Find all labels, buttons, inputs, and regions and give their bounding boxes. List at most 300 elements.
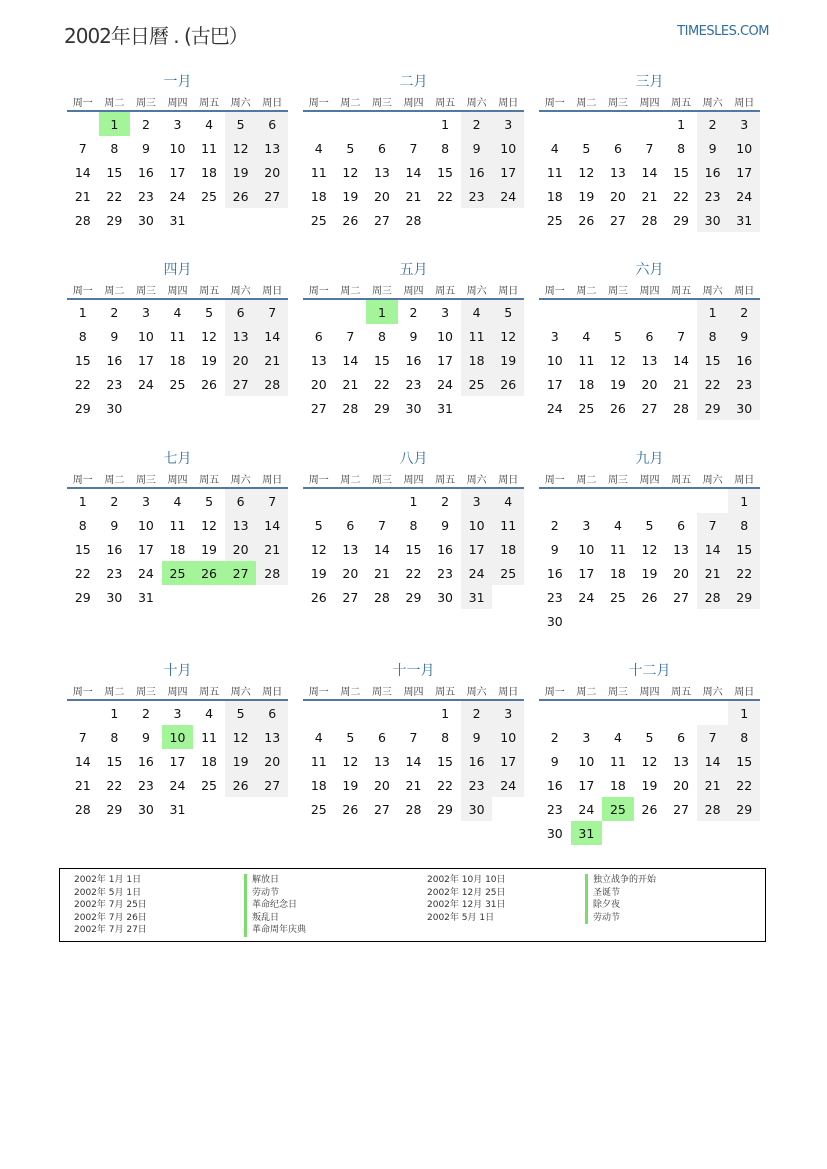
holiday-day-cell[interactable]: 1	[99, 112, 131, 136]
day-cell[interactable]: 17	[461, 537, 493, 561]
day-cell[interactable]: 13	[256, 725, 288, 749]
day-cell[interactable]: 21	[342, 376, 359, 392]
day-cell[interactable]: 25	[461, 372, 493, 396]
day-cell[interactable]: 4	[205, 116, 214, 132]
day-cell[interactable]: 19	[578, 188, 595, 204]
day-cell[interactable]: 28	[74, 212, 91, 228]
day-cell[interactable]: 16	[405, 352, 422, 368]
day-cell[interactable]: 9	[728, 324, 760, 348]
day-cell[interactable]: 12	[225, 136, 257, 160]
day-cell[interactable]: 27	[609, 212, 626, 228]
day-cell[interactable]: 9	[697, 136, 729, 160]
day-cell[interactable]: 3	[550, 328, 559, 344]
day-cell[interactable]: 26	[342, 212, 359, 228]
day-cell[interactable]: 24	[169, 777, 186, 793]
holiday-day-cell[interactable]: 31	[571, 821, 603, 845]
day-cell[interactable]: 18	[492, 537, 524, 561]
day-cell[interactable]: 26	[609, 400, 626, 416]
day-cell[interactable]: 15	[673, 164, 690, 180]
day-cell[interactable]: 8	[409, 517, 418, 533]
day-cell[interactable]: 2	[461, 701, 493, 725]
day-cell[interactable]: 2	[550, 729, 559, 745]
day-cell[interactable]: 5	[205, 493, 214, 509]
day-cell[interactable]: 7	[78, 140, 87, 156]
day-cell[interactable]: 19	[492, 348, 524, 372]
day-cell[interactable]: 20	[373, 777, 390, 793]
day-cell[interactable]: 12	[201, 328, 218, 344]
day-cell[interactable]: 23	[106, 376, 123, 392]
day-cell[interactable]: 21	[74, 777, 91, 793]
day-cell[interactable]: 10	[437, 328, 454, 344]
day-cell[interactable]: 16	[461, 749, 493, 773]
day-cell[interactable]: 28	[641, 212, 658, 228]
day-cell[interactable]: 29	[373, 400, 390, 416]
day-cell[interactable]: 12	[578, 164, 595, 180]
day-cell[interactable]: 17	[169, 164, 186, 180]
day-cell[interactable]: 29	[697, 396, 729, 420]
day-cell[interactable]: 26	[310, 589, 327, 605]
day-cell[interactable]: 4	[613, 729, 622, 745]
day-cell[interactable]: 4	[550, 140, 559, 156]
day-cell[interactable]: 10	[137, 517, 154, 533]
day-cell[interactable]: 24	[546, 400, 563, 416]
day-cell[interactable]: 30	[697, 208, 729, 232]
day-cell[interactable]: 11	[310, 164, 327, 180]
day-cell[interactable]: 22	[697, 372, 729, 396]
day-cell[interactable]: 16	[106, 541, 123, 557]
day-cell[interactable]: 12	[609, 352, 626, 368]
day-cell[interactable]: 3	[492, 701, 524, 725]
day-cell[interactable]: 7	[409, 729, 418, 745]
day-cell[interactable]: 2	[728, 300, 760, 324]
day-cell[interactable]: 24	[437, 376, 454, 392]
day-cell[interactable]: 18	[201, 753, 218, 769]
day-cell[interactable]: 24	[137, 565, 154, 581]
day-cell[interactable]: 21	[256, 537, 288, 561]
day-cell[interactable]: 10	[578, 753, 595, 769]
day-cell[interactable]: 21	[673, 376, 690, 392]
day-cell[interactable]: 3	[441, 304, 450, 320]
day-cell[interactable]: 11	[546, 164, 563, 180]
day-cell[interactable]: 14	[74, 164, 91, 180]
day-cell[interactable]: 26	[225, 184, 257, 208]
day-cell[interactable]: 31	[169, 801, 186, 817]
day-cell[interactable]: 9	[110, 517, 119, 533]
day-cell[interactable]: 2	[110, 304, 119, 320]
day-cell[interactable]: 27	[342, 589, 359, 605]
day-cell[interactable]: 24	[578, 589, 595, 605]
day-cell[interactable]: 25	[578, 400, 595, 416]
day-cell[interactable]: 8	[78, 517, 87, 533]
day-cell[interactable]: 20	[256, 160, 288, 184]
day-cell[interactable]: 9	[441, 517, 450, 533]
day-cell[interactable]: 17	[492, 749, 524, 773]
day-cell[interactable]: 6	[377, 140, 386, 156]
day-cell[interactable]: 20	[225, 537, 257, 561]
day-cell[interactable]: 29	[728, 797, 760, 821]
day-cell[interactable]: 2	[141, 116, 150, 132]
day-cell[interactable]: 25	[492, 561, 524, 585]
day-cell[interactable]: 6	[346, 517, 355, 533]
day-cell[interactable]: 9	[409, 328, 418, 344]
day-cell[interactable]: 10	[546, 352, 563, 368]
day-cell[interactable]: 28	[697, 797, 729, 821]
day-cell[interactable]: 31	[728, 208, 760, 232]
day-cell[interactable]: 30	[546, 825, 563, 841]
day-cell[interactable]: 19	[225, 160, 257, 184]
day-cell[interactable]: 30	[546, 613, 563, 629]
day-cell[interactable]: 22	[728, 773, 760, 797]
day-cell[interactable]: 29	[106, 212, 123, 228]
day-cell[interactable]: 22	[373, 376, 390, 392]
day-cell[interactable]: 2	[141, 705, 150, 721]
day-cell[interactable]: 24	[492, 184, 524, 208]
day-cell[interactable]: 2	[409, 304, 418, 320]
day-cell[interactable]: 11	[461, 324, 493, 348]
day-cell[interactable]: 8	[697, 324, 729, 348]
day-cell[interactable]: 3	[492, 112, 524, 136]
day-cell[interactable]: 6	[677, 517, 686, 533]
day-cell[interactable]: 28	[342, 400, 359, 416]
day-cell[interactable]: 27	[225, 372, 257, 396]
day-cell[interactable]: 1	[78, 493, 87, 509]
day-cell[interactable]: 13	[225, 513, 257, 537]
day-cell[interactable]: 5	[225, 701, 257, 725]
day-cell[interactable]: 26	[578, 212, 595, 228]
day-cell[interactable]: 5	[205, 304, 214, 320]
day-cell[interactable]: 15	[106, 753, 123, 769]
day-cell[interactable]: 7	[346, 328, 355, 344]
day-cell[interactable]: 14	[405, 164, 422, 180]
day-cell[interactable]: 2	[461, 112, 493, 136]
day-cell[interactable]: 17	[169, 753, 186, 769]
day-cell[interactable]: 16	[137, 753, 154, 769]
day-cell[interactable]: 18	[169, 541, 186, 557]
day-cell[interactable]: 17	[728, 160, 760, 184]
day-cell[interactable]: 4	[461, 300, 493, 324]
day-cell[interactable]: 5	[645, 729, 654, 745]
day-cell[interactable]: 17	[492, 160, 524, 184]
day-cell[interactable]: 19	[641, 565, 658, 581]
day-cell[interactable]: 23	[546, 589, 563, 605]
day-cell[interactable]: 16	[546, 565, 563, 581]
holiday-day-cell[interactable]: 26	[193, 561, 225, 585]
day-cell[interactable]: 18	[310, 188, 327, 204]
day-cell[interactable]: 14	[673, 352, 690, 368]
day-cell[interactable]: 13	[641, 352, 658, 368]
day-cell[interactable]: 2	[110, 493, 119, 509]
day-cell[interactable]: 19	[641, 777, 658, 793]
day-cell[interactable]: 23	[728, 372, 760, 396]
day-cell[interactable]: 3	[461, 489, 493, 513]
day-cell[interactable]: 5	[346, 729, 355, 745]
day-cell[interactable]: 9	[141, 140, 150, 156]
day-cell[interactable]: 30	[137, 212, 154, 228]
day-cell[interactable]: 7	[697, 513, 729, 537]
day-cell[interactable]: 27	[373, 801, 390, 817]
day-cell[interactable]: 5	[492, 300, 524, 324]
day-cell[interactable]: 11	[169, 328, 186, 344]
day-cell[interactable]: 13	[673, 541, 690, 557]
day-cell[interactable]: 28	[697, 585, 729, 609]
day-cell[interactable]: 4	[173, 493, 182, 509]
day-cell[interactable]: 15	[697, 348, 729, 372]
day-cell[interactable]: 15	[437, 164, 454, 180]
day-cell[interactable]: 19	[201, 541, 218, 557]
day-cell[interactable]: 6	[677, 729, 686, 745]
day-cell[interactable]: 27	[256, 184, 288, 208]
day-cell[interactable]: 14	[342, 352, 359, 368]
day-cell[interactable]: 9	[550, 541, 559, 557]
day-cell[interactable]: 5	[225, 112, 257, 136]
day-cell[interactable]: 14	[697, 749, 729, 773]
day-cell[interactable]: 24	[492, 773, 524, 797]
day-cell[interactable]: 24	[578, 801, 595, 817]
day-cell[interactable]: 5	[582, 140, 591, 156]
day-cell[interactable]: 8	[110, 140, 119, 156]
day-cell[interactable]: 13	[225, 324, 257, 348]
day-cell[interactable]: 8	[377, 328, 386, 344]
day-cell[interactable]: 8	[728, 725, 760, 749]
day-cell[interactable]: 13	[673, 753, 690, 769]
day-cell[interactable]: 21	[74, 188, 91, 204]
day-cell[interactable]: 3	[728, 112, 760, 136]
day-cell[interactable]: 1	[728, 701, 760, 725]
day-cell[interactable]: 28	[256, 372, 288, 396]
day-cell[interactable]: 29	[437, 801, 454, 817]
day-cell[interactable]: 22	[74, 376, 91, 392]
day-cell[interactable]: 18	[169, 352, 186, 368]
day-cell[interactable]: 20	[225, 348, 257, 372]
day-cell[interactable]: 26	[225, 773, 257, 797]
day-cell[interactable]: 6	[377, 729, 386, 745]
holiday-day-cell[interactable]: 25	[162, 561, 194, 585]
day-cell[interactable]: 11	[492, 513, 524, 537]
day-cell[interactable]: 15	[728, 537, 760, 561]
day-cell[interactable]: 20	[256, 749, 288, 773]
day-cell[interactable]: 24	[137, 376, 154, 392]
day-cell[interactable]: 4	[314, 729, 323, 745]
day-cell[interactable]: 24	[728, 184, 760, 208]
day-cell[interactable]: 22	[106, 188, 123, 204]
day-cell[interactable]: 28	[405, 212, 422, 228]
day-cell[interactable]: 31	[461, 585, 493, 609]
day-cell[interactable]: 8	[110, 729, 119, 745]
day-cell[interactable]: 12	[225, 725, 257, 749]
day-cell[interactable]: 10	[492, 725, 524, 749]
day-cell[interactable]: 30	[461, 797, 493, 821]
day-cell[interactable]: 8	[441, 729, 450, 745]
day-cell[interactable]: 9	[550, 753, 559, 769]
day-cell[interactable]: 3	[582, 729, 591, 745]
day-cell[interactable]: 25	[201, 777, 218, 793]
day-cell[interactable]: 31	[437, 400, 454, 416]
day-cell[interactable]: 1	[110, 705, 119, 721]
day-cell[interactable]: 15	[405, 541, 422, 557]
day-cell[interactable]: 27	[641, 400, 658, 416]
day-cell[interactable]: 1	[697, 300, 729, 324]
day-cell[interactable]: 21	[697, 561, 729, 585]
day-cell[interactable]: 18	[609, 777, 626, 793]
day-cell[interactable]: 19	[310, 565, 327, 581]
day-cell[interactable]: 6	[256, 112, 288, 136]
day-cell[interactable]: 6	[613, 140, 622, 156]
day-cell[interactable]: 1	[441, 116, 450, 132]
day-cell[interactable]: 15	[373, 352, 390, 368]
day-cell[interactable]: 4	[492, 489, 524, 513]
day-cell[interactable]: 26	[641, 801, 658, 817]
day-cell[interactable]: 23	[437, 565, 454, 581]
day-cell[interactable]: 1	[409, 493, 418, 509]
day-cell[interactable]: 3	[141, 493, 150, 509]
day-cell[interactable]: 12	[641, 753, 658, 769]
day-cell[interactable]: 16	[106, 352, 123, 368]
day-cell[interactable]: 22	[673, 188, 690, 204]
day-cell[interactable]: 6	[225, 300, 257, 324]
day-cell[interactable]: 27	[256, 773, 288, 797]
day-cell[interactable]: 7	[78, 729, 87, 745]
day-cell[interactable]: 26	[492, 372, 524, 396]
day-cell[interactable]: 17	[137, 541, 154, 557]
day-cell[interactable]: 14	[405, 753, 422, 769]
day-cell[interactable]: 14	[74, 753, 91, 769]
day-cell[interactable]: 11	[201, 140, 218, 156]
day-cell[interactable]: 22	[74, 565, 91, 581]
day-cell[interactable]: 10	[169, 140, 186, 156]
day-cell[interactable]: 11	[310, 753, 327, 769]
day-cell[interactable]: 5	[346, 140, 355, 156]
day-cell[interactable]: 28	[673, 400, 690, 416]
day-cell[interactable]: 19	[342, 777, 359, 793]
day-cell[interactable]: 9	[110, 328, 119, 344]
day-cell[interactable]: 4	[314, 140, 323, 156]
day-cell[interactable]: 9	[141, 729, 150, 745]
day-cell[interactable]: 19	[201, 352, 218, 368]
day-cell[interactable]: 7	[677, 328, 686, 344]
day-cell[interactable]: 3	[141, 304, 150, 320]
day-cell[interactable]: 30	[437, 589, 454, 605]
day-cell[interactable]: 8	[677, 140, 686, 156]
day-cell[interactable]: 17	[578, 565, 595, 581]
day-cell[interactable]: 23	[405, 376, 422, 392]
day-cell[interactable]: 18	[461, 348, 493, 372]
day-cell[interactable]: 21	[373, 565, 390, 581]
day-cell[interactable]: 20	[310, 376, 327, 392]
day-cell[interactable]: 13	[373, 753, 390, 769]
day-cell[interactable]: 7	[256, 489, 288, 513]
day-cell[interactable]: 7	[409, 140, 418, 156]
day-cell[interactable]: 11	[609, 541, 626, 557]
day-cell[interactable]: 19	[225, 749, 257, 773]
day-cell[interactable]: 29	[728, 585, 760, 609]
day-cell[interactable]: 13	[256, 136, 288, 160]
day-cell[interactable]: 5	[314, 517, 323, 533]
day-cell[interactable]: 28	[74, 801, 91, 817]
day-cell[interactable]: 1	[728, 489, 760, 513]
day-cell[interactable]: 12	[641, 541, 658, 557]
day-cell[interactable]: 22	[728, 561, 760, 585]
day-cell[interactable]: 18	[201, 164, 218, 180]
day-cell[interactable]: 22	[437, 777, 454, 793]
day-cell[interactable]: 11	[609, 753, 626, 769]
day-cell[interactable]: 11	[201, 729, 218, 745]
day-cell[interactable]: 29	[405, 589, 422, 605]
day-cell[interactable]: 8	[78, 328, 87, 344]
day-cell[interactable]: 30	[728, 396, 760, 420]
day-cell[interactable]: 13	[373, 164, 390, 180]
day-cell[interactable]: 1	[78, 304, 87, 320]
day-cell[interactable]: 25	[609, 589, 626, 605]
day-cell[interactable]: 3	[173, 705, 182, 721]
day-cell[interactable]: 24	[169, 188, 186, 204]
day-cell[interactable]: 20	[609, 188, 626, 204]
day-cell[interactable]: 21	[405, 188, 422, 204]
day-cell[interactable]: 10	[492, 136, 524, 160]
day-cell[interactable]: 18	[578, 376, 595, 392]
day-cell[interactable]: 26	[641, 589, 658, 605]
day-cell[interactable]: 16	[461, 160, 493, 184]
day-cell[interactable]: 10	[728, 136, 760, 160]
day-cell[interactable]: 6	[256, 701, 288, 725]
day-cell[interactable]: 25	[310, 801, 327, 817]
day-cell[interactable]: 7	[377, 517, 386, 533]
day-cell[interactable]: 7	[645, 140, 654, 156]
day-cell[interactable]: 25	[310, 212, 327, 228]
day-cell[interactable]: 12	[342, 753, 359, 769]
day-cell[interactable]: 15	[728, 749, 760, 773]
day-cell[interactable]: 29	[74, 589, 91, 605]
day-cell[interactable]: 7	[256, 300, 288, 324]
day-cell[interactable]: 27	[373, 212, 390, 228]
day-cell[interactable]: 19	[342, 188, 359, 204]
holiday-day-cell[interactable]: 25	[602, 797, 634, 821]
day-cell[interactable]: 24	[461, 561, 493, 585]
day-cell[interactable]: 16	[697, 160, 729, 184]
day-cell[interactable]: 30	[106, 400, 123, 416]
day-cell[interactable]: 8	[728, 513, 760, 537]
day-cell[interactable]: 16	[728, 348, 760, 372]
holiday-day-cell[interactable]: 10	[162, 725, 194, 749]
day-cell[interactable]: 2	[697, 112, 729, 136]
day-cell[interactable]: 31	[137, 589, 154, 605]
day-cell[interactable]: 23	[697, 184, 729, 208]
day-cell[interactable]: 14	[697, 537, 729, 561]
day-cell[interactable]: 12	[342, 164, 359, 180]
day-cell[interactable]: 11	[578, 352, 595, 368]
day-cell[interactable]: 16	[137, 164, 154, 180]
day-cell[interactable]: 6	[225, 489, 257, 513]
day-cell[interactable]: 15	[74, 352, 91, 368]
day-cell[interactable]: 20	[373, 188, 390, 204]
day-cell[interactable]: 25	[546, 212, 563, 228]
day-cell[interactable]: 5	[645, 517, 654, 533]
day-cell[interactable]: 9	[461, 725, 493, 749]
day-cell[interactable]: 14	[373, 541, 390, 557]
site-name[interactable]: TIMESLES.COM	[677, 24, 769, 39]
day-cell[interactable]: 21	[405, 777, 422, 793]
day-cell[interactable]: 5	[613, 328, 622, 344]
day-cell[interactable]: 18	[546, 188, 563, 204]
day-cell[interactable]: 4	[173, 304, 182, 320]
day-cell[interactable]: 25	[201, 188, 218, 204]
day-cell[interactable]: 27	[673, 589, 690, 605]
day-cell[interactable]: 19	[609, 376, 626, 392]
day-cell[interactable]: 16	[546, 777, 563, 793]
day-cell[interactable]: 23	[461, 184, 493, 208]
day-cell[interactable]: 11	[169, 517, 186, 533]
day-cell[interactable]: 22	[437, 188, 454, 204]
day-cell[interactable]: 13	[609, 164, 626, 180]
